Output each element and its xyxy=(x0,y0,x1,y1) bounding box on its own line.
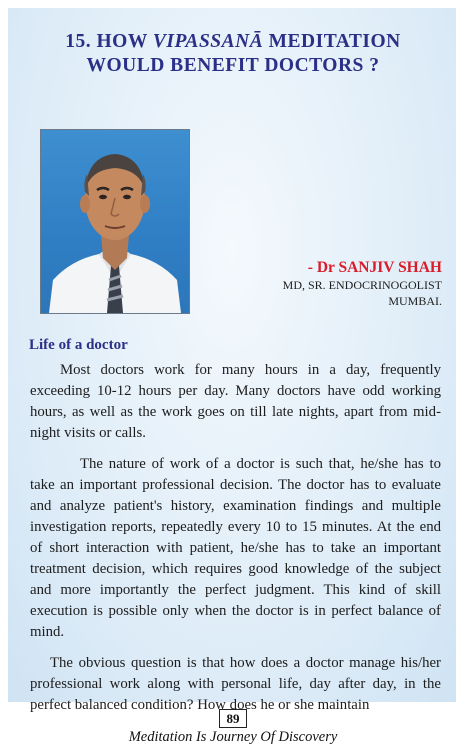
title-italic-word: VIPASSANĀ xyxy=(152,31,264,52)
paragraph-3: The obvious question is that how does a doctor manage his/her professional work along with personal life, day after day, in the perfect balanced condition? How does he or she maintain xyxy=(30,655,441,713)
paragraph-2: The nature of work of a doctor is such that, he/she has to take an important professional decision. The doctor has to evaluate and analyze patient's history, examination findings and multiple investigation reports, repeatedly every 10 to 15 minutes. At the end of short interaction with patient, he/she has to take an important treatment decision, which requires good knowledge of the subject and more importantly the perfect judgment. This kind of skill execution is possible only when the doctor is in perfect balance of mind. xyxy=(30,456,441,640)
body-text xyxy=(30,360,441,726)
footer-book-title: Meditation Is Journey Of Discovery xyxy=(128,729,338,745)
title-line-1: 15. HOW VIPASSANĀ MEDITATION xyxy=(65,31,401,52)
author-portrait-illustration xyxy=(41,130,189,313)
page-number: 89 xyxy=(219,709,247,728)
paragraph-1: Most doctors work for many hours in a day, frequently exceeding 10-12 hours per day. Many doctors have odd working hours, as well as the work goes on till late nights, apart from mid-night visits or calls. xyxy=(30,362,441,441)
author-credentials: MD, SR. ENDOCRINOGOLIST xyxy=(282,278,442,292)
author-city: MUMBAI. xyxy=(388,294,442,308)
author-name: - Dr SANJIV SHAH xyxy=(307,259,442,276)
author-photo xyxy=(40,129,190,314)
chapter-title xyxy=(0,30,466,78)
author-block xyxy=(283,258,442,309)
section-heading: Life of a doctor xyxy=(29,337,128,353)
title-line-2: WOULD BENEFIT DOCTORS ? xyxy=(86,55,380,76)
